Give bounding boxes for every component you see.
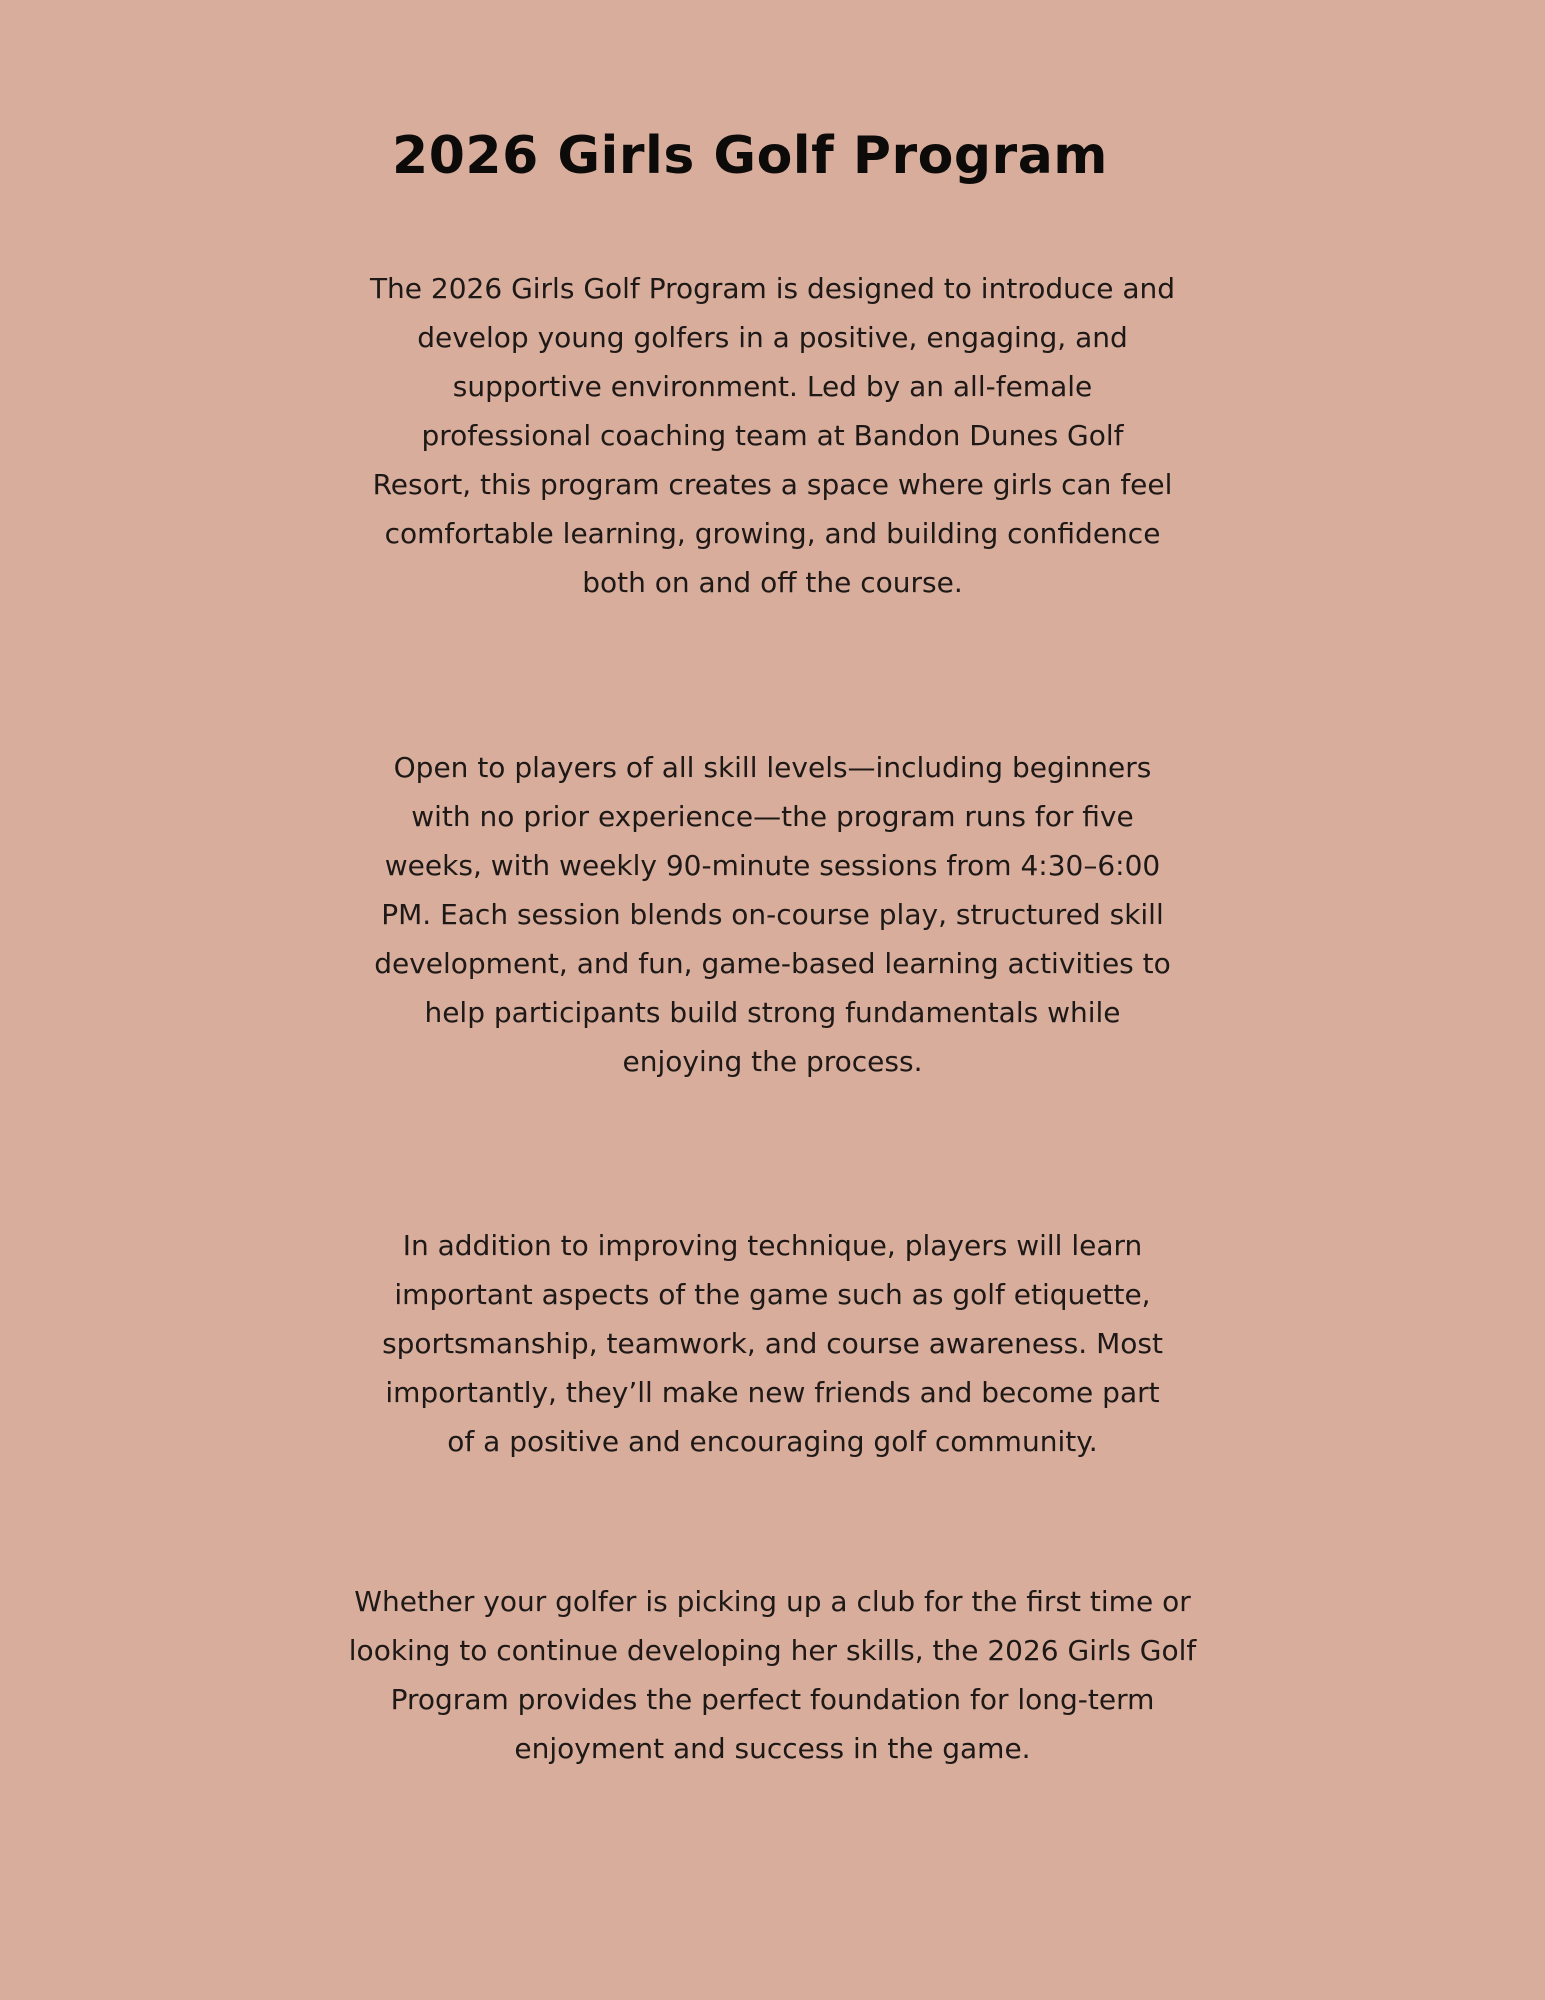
paragraph-line: important aspects of the game such as golf etiquette, [394,1278,1151,1311]
paragraph-line: Open to players of all skill levels—including beginners [393,751,1152,784]
paragraph-line: supportive environment. Led by an all-female [452,370,1093,403]
paragraph-line: weeks, with weekly 90-minute sessions from 4:30–6:00 [384,849,1161,882]
paragraph-line: looking to continue developing her skills, the 2026 Girls Golf [348,1634,1197,1667]
intro-paragraph [0,264,1545,607]
paragraph-line: development, and fun, game-based learning activities to [374,947,1171,980]
paragraph-line: PM. Each session blends on-course play, structured skill [381,898,1164,931]
paragraph-line: of a positive and encouraging golf community. [447,1425,1098,1458]
paragraph-line: professional coaching team at Bandon Dunes Golf [421,419,1124,452]
page-title: 2026 Girls Golf Program [392,126,1108,186]
paragraph-line: importantly, they’ll make new friends and become part [385,1376,1160,1409]
paragraph-line: sportsmanship, teamwork, and course awareness. Most [382,1327,1163,1360]
closing-paragraph [0,1577,1545,1773]
paragraph-line: develop young golfers in a positive, engaging, and [417,321,1128,354]
paragraph-line: both on and off the course. [582,566,963,599]
paragraph-line: with no prior experience—the program runs for five [411,800,1134,833]
paragraph-line: enjoyment and success in the game. [514,1732,1031,1765]
paragraph-line: The 2026 Girls Golf Program is designed to introduce and [369,272,1176,305]
paragraph-line: In addition to improving technique, players will learn [402,1229,1143,1262]
paragraph-line: Program provides the perfect foundation for long-term [390,1683,1155,1716]
paragraph-line: help participants build strong fundamentals while [424,996,1121,1029]
paragraph-line: Resort, this program creates a space where girls can feel [372,468,1173,501]
paragraph-line: enjoying the process. [622,1045,923,1078]
schedule-paragraph [0,743,1545,1086]
paragraph-line: comfortable learning, growing, and building confidence [384,517,1161,550]
paragraph-line: Whether your golfer is picking up a club for the first time or [354,1585,1191,1618]
values-paragraph [0,1221,1545,1466]
